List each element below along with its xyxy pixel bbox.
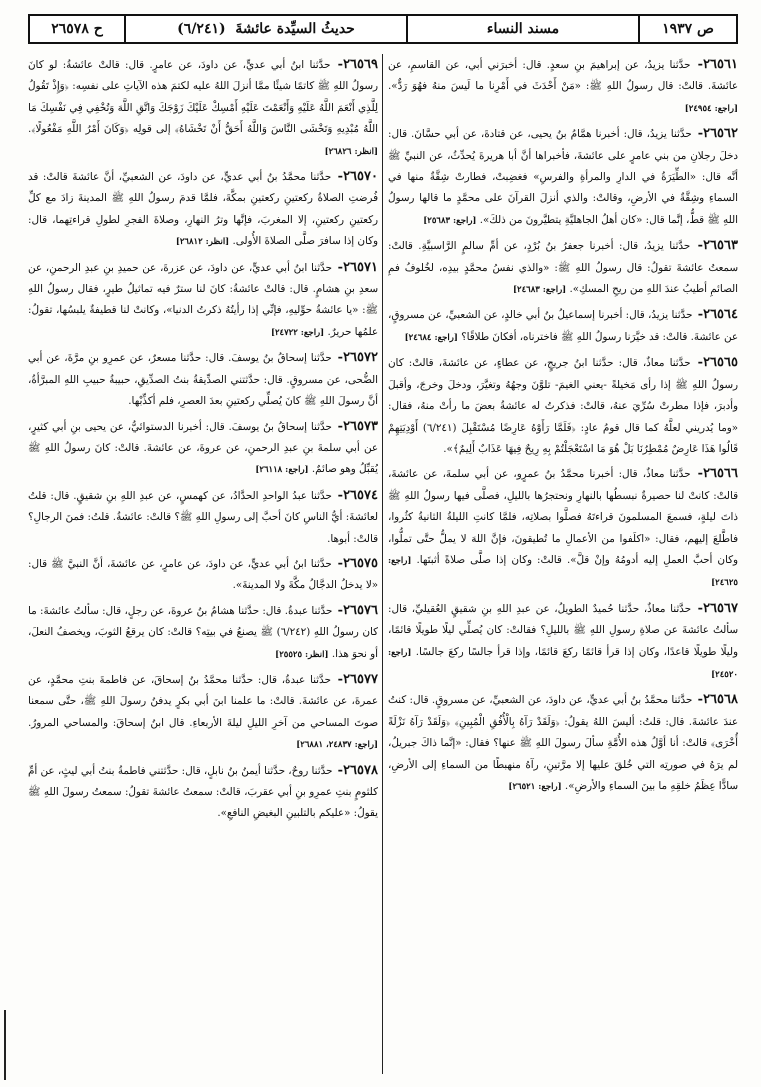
hadith-number: ٢٦٥٦٥- [697, 355, 738, 371]
hadith-number: ٢٦٥٧٣- [337, 418, 378, 434]
hadith-entry [28, 760, 378, 825]
hadith-text: حدَّثنا محمَّدُ بنُ أبي عديٍّ، عن داودَ، عن الشعبيِّ، أنَّ عائشةَ قالتْ: قد فُرضتِ الصلاةُ ركعتينِ ركعتينِ بمكَّةَ، فلمَّا قدمَ رسولُ اللهِ ﷺ المدينةَ زادَ مع كلِّ ركعتينِ ركعتينِ، إلا المغربَ، فإنَّها وترُ النهارِ، وصلاةَ الفجرِ لطولِ قراءتِهما، قال: وكان إذا سافرَ صلَّى الصلاةَ الأُولى. [28, 171, 378, 248]
hadith-text: حدَّثنا يزيدُ، عن إبراهيمَ بنِ سعدٍ. قال: أخبرَني أبي، عن القاسمِ، عن عائشةَ. قالتْ: قال رسولُ اللهِ ﷺ: «مَنْ أَحْدَثَ في أَمْرِنا ما لَيسَ منهُ فهُوَ رَدٌّ». [388, 59, 738, 93]
hadith-entry [28, 54, 378, 163]
hadith-entry [388, 689, 738, 798]
hadith-text: حدَّثنا روحٌ، حدَّثنا أيمنُ بنُ نابلٍ، قال: حدَّثتني فاطمةُ بنتُ أبي ليثٍ، عن أمِّ كلثومٍ بنتِ عمرِو بنِ أبي عقربَ، قالتْ: سمعتُ عائشةَ تقولُ: سمعتُ رسولَ اللهِ ﷺ يقولُ: «عليكم بالتلبينِ البغيضِ النافعِ». [28, 764, 378, 820]
cross-reference: [انظر: ٢٦٨٢٦] [324, 146, 378, 157]
cross-reference: [راجع: ٢٥٦٨٣] [423, 215, 477, 226]
hadith-number: ٢٦٥٦١- [697, 57, 738, 72]
right-column [388, 54, 738, 1074]
header-divider [406, 16, 408, 42]
hadith-entry [388, 123, 738, 232]
hadith-text: حدَّثنا محمَّدُ بنُ أبي عديٍّ، عن داودَ، عن الشعبيِّ، عن مسروقٍ. قال: كنتُ عندَ عائشةَ. قال: قلتُ: أليسَ اللهُ يقولُ: ﴿وَلَقَدْ رَآهُ بِالْأُفُقِ الْمُبِينِ﴾ ﴿وَلَقَدْ رَآهُ نَزْلَةً أُخْرَى﴾ قالتْ: أنا أوَّلُ هذه الأُمَّةِ سألَ رسولَ اللهِ ﷺ عنها؟ فقال: «إنَّما ذاكَ جبريلُ، لم يرَهُ في صورتِه التي خُلقَ عليها إلا مرَّتينِ، رآهُ منهبطًا من السماءِ إلى الأرضِ، سادًّا عِظَمُ خلقِهِ ما بينَ السماءِ والأرضِ». [388, 694, 738, 792]
hadith-text: حدَّثنا عبدةُ، قال: حدَّثنا محمَّدُ بنُ إسحاقَ، عن فاطمةَ بنتِ محمَّدٍ، عن عمرةَ، عن عائشةَ. قالتْ: ما علمنا ابنَ أبي بكرٍ يدفنُ رسولَ اللهِ ﷺ، حتَّى سمعنا صوتَ المساحي من آخرِ الليلِ ليلةَ الأربعاءِ. قال ابنُ إسحاقَ: والمساحي المرورُ. [28, 673, 378, 729]
cross-reference: [راجع: ٢٦٥٢١] [508, 782, 562, 792]
hadith-text: حدَّثنا ابنُ أبي عديٍّ، عن داودَ، عن عزرةَ، عن حميدِ بنِ عبدِ الرحمنِ، عن سعدِ بنِ هشامٍ. قال: قالتْ عائشةُ: كانَ لنا سترٌ فيه تماثيلُ طيرٍ، فقال رسولُ اللهِ ﷺ: «يا عائشةُ حوِّليهِ، فإنِّي إذا رأيتُهُ ذكرتُ الدنيا»، وكانتْ لنا قطيفةٌ يلبسُها، تقولُ: علمُها حريرٌ. [28, 261, 378, 338]
header-divider [638, 16, 640, 42]
hadith-number: ٢٦٥٦٤- [697, 307, 738, 323]
hadith-entry [28, 166, 378, 254]
hadith-entry [388, 463, 738, 594]
hadith-range: ح ٢٦٥٧٨ [51, 21, 103, 37]
hadith-text: حدَّثنا ابنُ أبي عديٍّ، عن داودَ، عن عامرٍ. قال: قالتْ عائشةُ: لو كانَ رسولُ اللهِ ﷺ كاتمًا شيئًا ممَّا أنزلَ اللهُ عليه لكتمَ هذه الآياتِ على نفسِه: ﴿وَإِذْ تَقُولُ لِلَّذِي أَنْعَمَ اللَّهُ عَلَيْهِ وَأَنْعَمْتَ عَلَيْهِ أَمْسِكْ عَلَيْكَ زَوْجَكَ وَاتَّقِ اللَّهَ وَتُخْفِي فِي نَفْسِكَ مَا اللَّهُ مُبْدِيهِ وَتَخْشَى النَّاسَ وَاللَّهُ أَحَقُّ أَنْ تَخْشَاهُ﴾ إلى قولِه ﴿وَكَانَ أَمْرُ اللَّهِ مَفْعُولًا﴾. [28, 59, 378, 136]
header-divider [124, 16, 126, 42]
cross-reference: [راجع: ٢٤٧٢٢] [270, 327, 325, 338]
hadith-number: ٢٦٥٧٤- [337, 487, 378, 503]
hadith-text: حدَّثنا إسحاقُ بنُ يوسفَ. قال: أخبرنا الدستوائيُّ، عن يحيى بنِ أبي كثيرٍ، عن أبي سلمةَ بنِ عبدِ الرحمنِ، عن عروةَ، عن عائشةَ. قالتْ: كانَ رسولُ اللهِ ﷺ يُقبِّلُ وهو صائمٌ. [28, 420, 378, 476]
hadith-number: ٢٦٥٦٢- [697, 126, 738, 142]
text-columns [28, 54, 738, 1074]
hadith-text: حدَّثنا إسحاقُ بنُ يوسفَ. قال: حدَّثنا مسعرٌ، عن عمرِو بنِ مرَّةَ، عن أبي الضُّحى، عن مسروقٍ. قال: حدَّثتني الصدِّيقةُ بنتُ الصدِّيقِ، حبيبةُ حبيبِ اللهِ المبرَّأةُ، أنَّ رسولَ اللهِ ﷺ كانَ يُصلِّي ركعتينِ بعدَ العصرِ، فلم أكذِّبْها. [28, 352, 378, 408]
cross-reference: [راجع: ٢٤٦٢٥] [388, 555, 738, 589]
hadith-number: ٢٦٥٧٦- [337, 602, 378, 618]
hadith-number: ٢٦٥٦٦- [697, 466, 738, 482]
chapter-name: حديثُ السيِّدة عائشةَ [235, 21, 355, 37]
hadith-text: حدَّثنا عبدُ الواحدِ الحدَّادُ، عن كهمسٍ، عن عبدِ اللهِ بنِ شقيقٍ. قال: قلتُ لعائشةَ: أيُّ الناسِ كانَ أحبَّ إلى رسولِ اللهِ ﷺ؟ قالتْ: عائشةُ. قلتُ: فمنَ الرجالِ؟ قالتْ: أبوها. [28, 489, 378, 545]
hadith-number: ٢٦٥٦٣- [697, 238, 738, 254]
hadith-entry [28, 485, 378, 550]
volume-ref: (٦/٢٤١) [177, 21, 226, 37]
hadith-number: ٢٦٥٦٩- [337, 57, 378, 72]
chapter-title [126, 16, 406, 42]
cross-reference: [راجع: ٢٤٩٥٤] [684, 103, 738, 114]
hadith-entry [388, 598, 738, 687]
cross-reference: [راجع: ٢٤٨٣٧، ٢٦٨٨١] [296, 740, 378, 751]
left-column [28, 54, 378, 1074]
hadith-text: حدَّثنا يزيدُ، قال: أخبرنا إسماعيلُ بنُ أبي خالدٍ، عن الشعبيِّ، عن مسروقٍ، عن عائشةَ. قالتْ: قد خيَّرَنا رسولُ اللهِ ﷺ فاخترناه، أفكانَ طلاقًا؟ [388, 309, 738, 343]
hadith-number: ٢٦٥٧٥- [337, 555, 378, 571]
hadith-text: حدَّثنا يزيدُ، قال: أخبرنا همَّامُ بنُ يحيى، عن قتادةَ، عن أبي حسَّانَ. قال: دخلَ رجلانِ من بني عامرٍ على عائشةَ، فأخبراها أنَّ أبا هريرةَ يُحدِّثُ، عن النبيِّ ﷺ أنَّه قال: «الطِّيَرَةُ في الدارِ والمرأةِ والفرسِ» فغضِبتْ، فطارتْ شِقَّةٌ منها في السماءِ وشِقَّةٌ في الأرضِ، وقالتْ: والذي أنزلَ القرآنَ على محمَّدٍ ما قالها رسولُ اللهِ ﷺ قطُّ، إنَّما قال: «كان أهلُ الجاهليَّةِ يتطيَّرونَ من ذلكَ». [388, 128, 738, 226]
book-title: مسند النساء [486, 21, 560, 37]
hadith-number: ٢٦٥٧٨- [337, 762, 378, 778]
cross-reference: [انظر: ٢٥٥٢٥] [275, 649, 329, 660]
hadith-number: ٢٦٥٧٧- [337, 671, 378, 687]
hadith-number: ٢٦٥٦٨- [697, 692, 738, 708]
hadith-entry [28, 257, 378, 345]
cross-reference: [راجع: ٢٤٦٨٣] [512, 285, 567, 296]
hadith-number: ٢٦٥٦٧- [697, 600, 738, 616]
hadith-entry [388, 235, 738, 301]
hadith-entry [28, 553, 378, 597]
hadith-text: حدَّثنا معاذٌ، حدَّثنا حُميدٌ الطويلُ، عن عبدِ اللهِ بنِ شقيقٍ العُقيليِّ، قال: سألتُ عائشةَ عن صلاةِ رسولِ اللهِ ﷺ بالليلِ؟ فقالتْ: كان يُصلِّي ليلًا طويلًا قائمًا، وليلًا طويلًا قاعدًا، وكان إذا قرأ قائمًا ركعَ قائمًا، وإذا قرأ جالسًا ركعَ جالسًا. [388, 602, 738, 658]
cross-reference: [راجع: ٢٦١١٨] [255, 465, 309, 476]
hadith-entry [28, 347, 378, 412]
page-number: ص ١٩٣٧ [662, 21, 714, 37]
scan-edge-mark [4, 1010, 6, 1080]
hadith-entry [388, 352, 738, 460]
running-header [28, 14, 738, 44]
hadith-entry [28, 600, 378, 666]
hadith-text: حدَّثنا ابنُ أبي عديٍّ، عن داودَ، عن عامرٍ، عن عائشةَ، أنَّ النبيَّ ﷺ قال: «لا يدخلُ الدجَّالُ مكَّةَ ولا المدينةَ». [28, 557, 378, 592]
hadith-number: ٢٦٥٧٢- [337, 350, 378, 366]
hadith-entry [28, 416, 378, 482]
hadith-entry [28, 669, 378, 757]
hadith-text: حدَّثنا عبدةُ. قال: حدَّثنا هشامُ بنُ عروةَ، عن رجلٍ، قال: سألتُ عائشةَ: ما كان رسولُ اللهِ (٦/٢٤٢) ﷺ يصنعُ في بيتِه؟ قالتْ: كان يرقعُ الثوبَ، ويخصفُ النعلَ، أو نحوَ هذا. [28, 604, 378, 660]
cross-reference: [انظر: ٢٦٨١٢] [175, 237, 230, 248]
hadith-text: حدَّثنا معاذٌ، قال: أخبرنا محمَّدُ بنُ عمرٍو، عن أبي سلمةَ، عن عائشةَ، قالتْ: كانتْ لنا حصيرةٌ نبسطُها بالنهارِ ونحتجرُها بالليلِ، فصلَّى فيها رسولُ اللهِ ﷺ ذاتَ ليلةٍ، فسمعَ المسلمونَ قراءتَهُ فصلَّوا بصلاتِه، فلمَّا كانتِ الليلةُ الثانيةُ كثُروا، فاطَّلعَ إليهم، فقال: «اكلَفوا من الأعمالِ ما تُطيقونَ، فإنَّ اللهَ لا يملُّ حتَّى تملُّوا، وكان أحبَّ العملِ إليه أدومُهُ وإنْ قلَّ». قالتْ: وكان إذا صلَّى صلاةً أثبتَها. [388, 468, 738, 566]
hadith-text: حدَّثنا يزيدُ، قال: أخبرنا جعفرُ بنُ بُرْدٍ، عن أمِّ سالمٍ الرَّاسبيَّةِ. قالتْ: سمعتُ عائشةَ تقولُ: قال رسولُ اللهِ ﷺ: «والذي نفسُ محمَّدٍ بيدِه، لخُلوفُ فمِ الصائمِ أطيبُ عندَ اللهِ من ريحِ المسكِ». [388, 240, 738, 296]
column-divider [378, 54, 388, 1074]
cross-reference: [راجع: ٢٤٥٢٠] [388, 647, 738, 680]
hadith-number: ٢٦٥٧١- [337, 259, 378, 275]
cross-reference: [راجع: ٢٤٦٨٤] [404, 332, 458, 343]
hadith-entry [388, 304, 738, 349]
hadith-number: ٢٦٥٧٠- [337, 169, 378, 185]
hadith-entry [388, 54, 738, 120]
hadith-text: حدَّثنا معاذٌ، قال: حدَّثنا ابنُ جريجٍ، عن عطاءٍ، عن عائشةَ، قالتْ: كان رسولُ اللهِ ﷺ إذا رأى مَخيلةً -يعني الغيمَ- تلوَّنَ وجهُهُ وتغيَّرَ، ودخلَ وخرجَ، وأقبلَ وأدبرَ، فإذا مطرتْ سُرِّيَ عنهُ، قالتْ: فذكرتُ له عائشةُ بعضَ ما رأتْ منهُ، فقال: «وما يُدريني لعلَّهُ كما قال قومُ عادٍ: ﴿فَلَمَّا رَأَوْهُ عَارِضًا مُسْتَقْبِلَ (٦/٢٤١) أَوْدِيَتِهِمْ قَالُوا هَذَا عَارِضٌ مُمْطِرُنَا بَلْ هُوَ مَا اسْتَعْجَلْتُمْ بِهِ رِيحٌ فِيهَا عَذَابٌ أَلِيمٌ﴾». [388, 357, 738, 455]
